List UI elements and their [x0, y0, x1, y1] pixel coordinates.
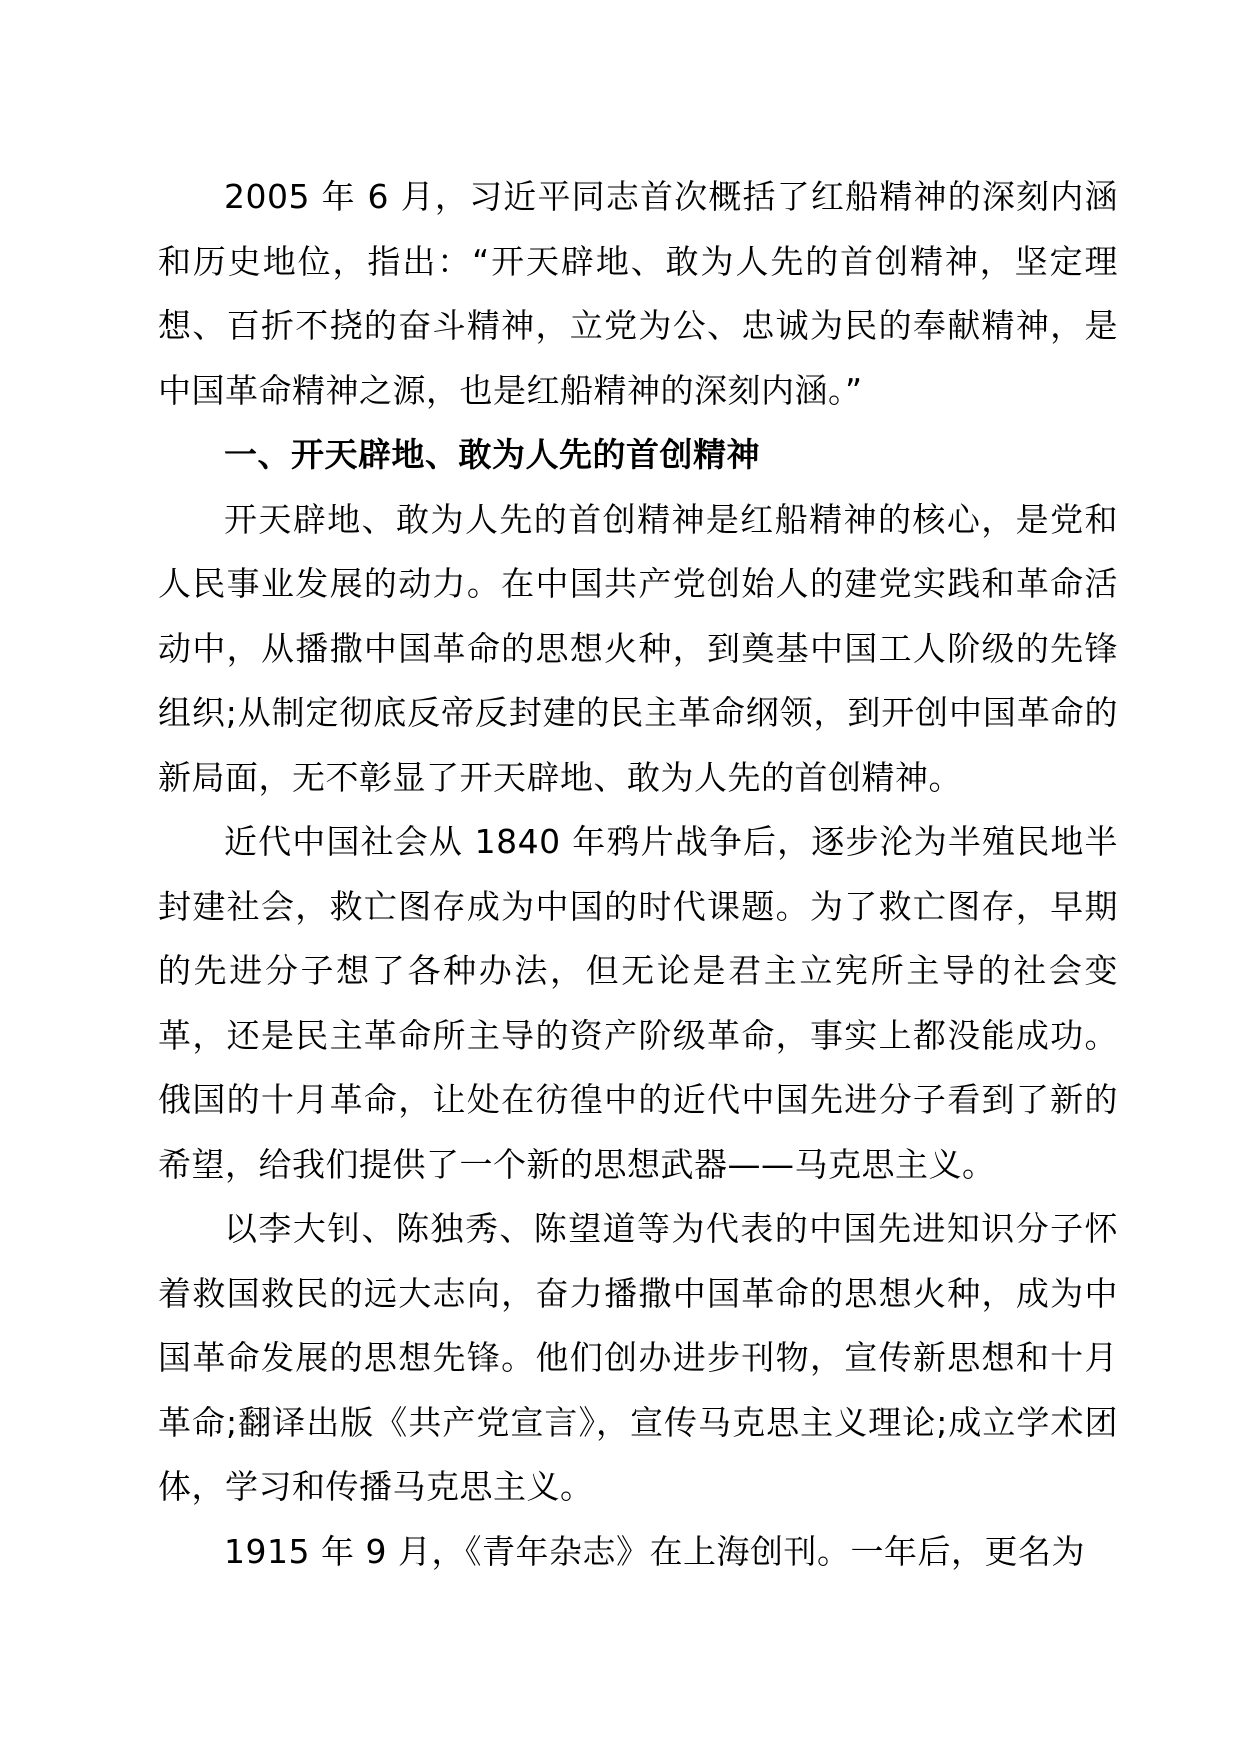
document-body — [158, 165, 1118, 1584]
body-paragraph: 1915 年 9 月，《青年杂志》在上海创刊。一年后，更名为 — [224, 1531, 1085, 1571]
body-paragraph: 开天辟地、敢为人先的首创精神是红船精神的核心，是党和人民事业发展的动力。在中国共产党创始人的建党实践和革命活动中，从播撒中国革命的思想火种，到奠基中国工人阶级的先锋组织;从制定彻底反帝反封建的民主革命纲领，到开创中国革命的新局面，无不彰显了开天辟地、敢为人先的首创精神。 — [158, 499, 1118, 797]
intro-paragraph: 2005 年 6 月，习近平同志首次概括了红船精神的深刻内涵和历史地位，指出：“开天辟地、敢为人先的首创精神，坚定理想、百折不挠的奋斗精神，立党为公、忠诚为民的奉献精神，是中国革命精神之源，也是红船精神的深刻内涵。” — [158, 177, 1118, 410]
section-heading: 一、开天辟地、敢为人先的首创精神 — [224, 435, 760, 474]
body-paragraph: 以李大钊、陈独秀、陈望道等为代表的中国先进知识分子怀着救国救民的远大志向，奋力播撒中国革命的思想火种，成为中国革命发展的思想先锋。他们创办进步刊物，宣传新思想和十月革命;翻译出版《共产党宣言》，宣传马克思主义理论;成立学术团体，学习和传播马克思主义。 — [158, 1209, 1118, 1506]
body-paragraph: 近代中国社会从 1840 年鸦片战争后，逐步沦为半殖民地半封建社会，救亡图存成为中国的时代课题。为了救亡图存，早期的先进分子想了各种办法，但无论是君主立宪所主导的社会变革，还是民主革命所主导的资产阶级革命，事实上都没能成功。俄国的十月革命，让处在彷徨中的近代中国先进分子看到了新的希望，给我们提供了一个新的思想武器——马克思主义。 — [158, 822, 1118, 1184]
